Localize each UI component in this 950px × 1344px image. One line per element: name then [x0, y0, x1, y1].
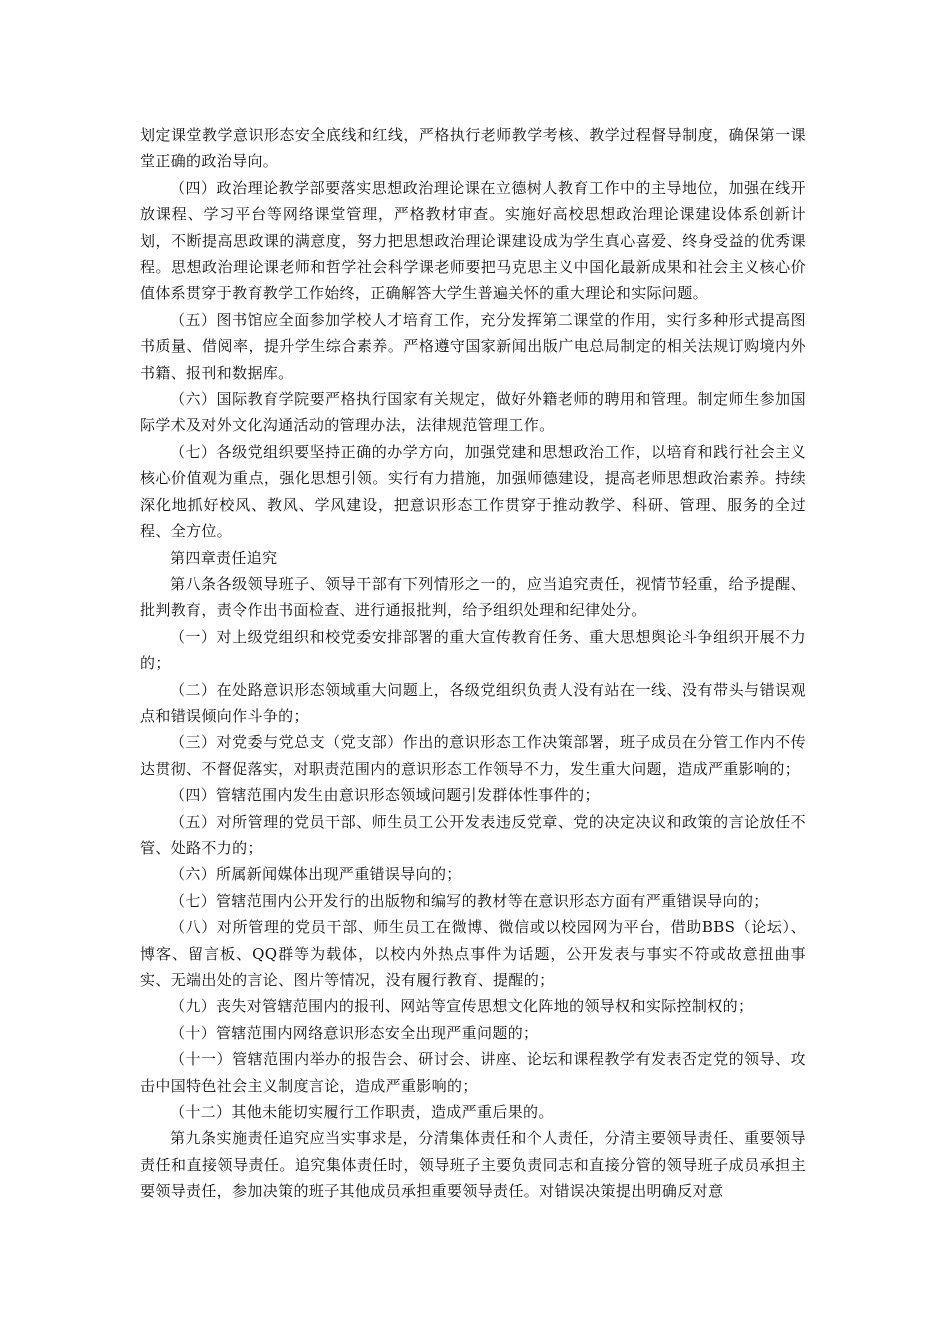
- paragraph-continuation: 划定课堂教学意识形态安全底线和红线，严格执行老师教学考核、教学过程督导制度，确保第一课堂正确的政治导向。: [140, 126, 806, 171]
- list-item-2: （二）在处路意识形态领域重大问题上，各级党组织负责人没有站在一线、没有带头与错误观点和错误倾向作斗争的；: [140, 680, 806, 725]
- list-item-6: （六）所属新闻媒体出现严重错误导向的；: [170, 865, 462, 884]
- list-item-5: （五）对所管理的党员干部、师生员工公开发表违反党章、党的决定决议和政策的言论放任不管、处路不力的；: [140, 812, 806, 857]
- paragraph-item-6-international: （六）国际教育学院要严格执行国家有关规定，做好外籍老师的聘用和管理。制定师生参加国际学术及对外文化沟通活动的管理办法，法律规范管理工作。: [140, 390, 806, 435]
- paragraph-item-5-library: （五）图书馆应全面参加学校人才培育工作，充分发挥第二课堂的作用，实行多种形式提高图书质量、借阅率，提升学生综合素养。严格遵守国家新闻出版广电总局制定的相关法规订购境内外书籍、报刊和数据库。: [140, 310, 806, 382]
- paragraph-item-7-party-organizations: （七）各级党组织要坚持正确的办学方向，加强党建和思想政治工作，以培育和践行社会主义核心价值观为重点，强化思想引领。实行有力措施，加强师德建设，提高老师思想政治素养。持续深化地抓好校风、教风、学风建设，把意识形态工作贯穿于推动教学、科研、管理、服务的全过程、全方位。: [140, 442, 806, 541]
- article-8: 第八条各级领导班子、领导干部有下列情形之一的，应当追究责任，视情节轻重，给予提醒、批判教育，责令作出书面检查、进行通报批判，给予组织处理和纪律处分。: [140, 574, 806, 620]
- chapter-heading: 第四章责任追究: [170, 548, 278, 567]
- list-item-4: （四）管辖范围内发生由意识形态领域问题引发群体性事件的；: [170, 786, 600, 805]
- document-body: [140, 122, 806, 1205]
- list-item-12: （十二）其他未能切实履行工作职责，造成严重后果的。: [170, 1103, 554, 1122]
- list-item-3: （三）对党委与党总支（党支部）作出的意识形态工作决策部署，班子成员在分管工作内不传达贯彻、不督促落实，对职责范围内的意识形态工作领导不力，发生重大问题，造成严重影响的；: [140, 733, 806, 778]
- list-item-7: （七）管辖范围内公开发行的出版物和编写的教材等在意识形态方面有严重错误导向的；: [170, 891, 769, 910]
- list-item-8: （八）对所管理的党员干部、师生员工在微博、微信或以校园网为平台，借助BBS（论坛）、博客、留言板、QQ群等为载体，以校内外热点事件为话题，公开发表与事实不符或故意扭曲事实、无端出处的言论、图片等情况，没有履行教育、提醒的；: [140, 918, 806, 989]
- list-item-11: （十一）管辖范围内举办的报告会、研讨会、讲座、论坛和课程教学有发表否定党的领导、攻击中国特色社会主义制度言论，造成严重影响的；: [140, 1050, 806, 1095]
- list-item-1: （一）对上级党组织和校党委安排部署的重大宣传教育任务、重大思想舆论斗争组织开展不力的；: [140, 627, 806, 673]
- article-9: 第九条实施责任追究应当实事求是，分清集体责任和个人责任，分清主要领导责任、重要领导责任和直接领导责任。追究集体责任时，领导班子主要负责同志和直接分管的领导班子成员承担主要领导责任，参加决策的班子其他成员承担重要领导责任。对错误决策提出明确反对意: [140, 1129, 806, 1201]
- paragraph-item-4-political-theory: （四）政治理论教学部要落实思想政治理论课在立德树人教育工作中的主导地位，加强在线开放课程、学习平台等网络课堂管理，严格教材审查。实施好高校思想政治理论课建设体系创新计划，不断提高思政课的满意度，努力把思想政治理论课建设成为学生真心喜爱、终身受益的优秀课程。思想政治理论课老师和哲学社会科学课老师要把马克思主义中国化最新成果和社会主义核心价值体系贯穿于教育教学工作始终，正确解答大学生普遍关怀的重大理论和实际问题。: [140, 178, 806, 303]
- list-item-9: （九）丧失对管辖范围内的报刊、网站等宣传思想文化阵地的领导权和实际控制权的；: [170, 997, 754, 1016]
- list-item-10: （十）管辖范围内网络意识形态安全出现严重问题的；: [170, 1023, 539, 1042]
